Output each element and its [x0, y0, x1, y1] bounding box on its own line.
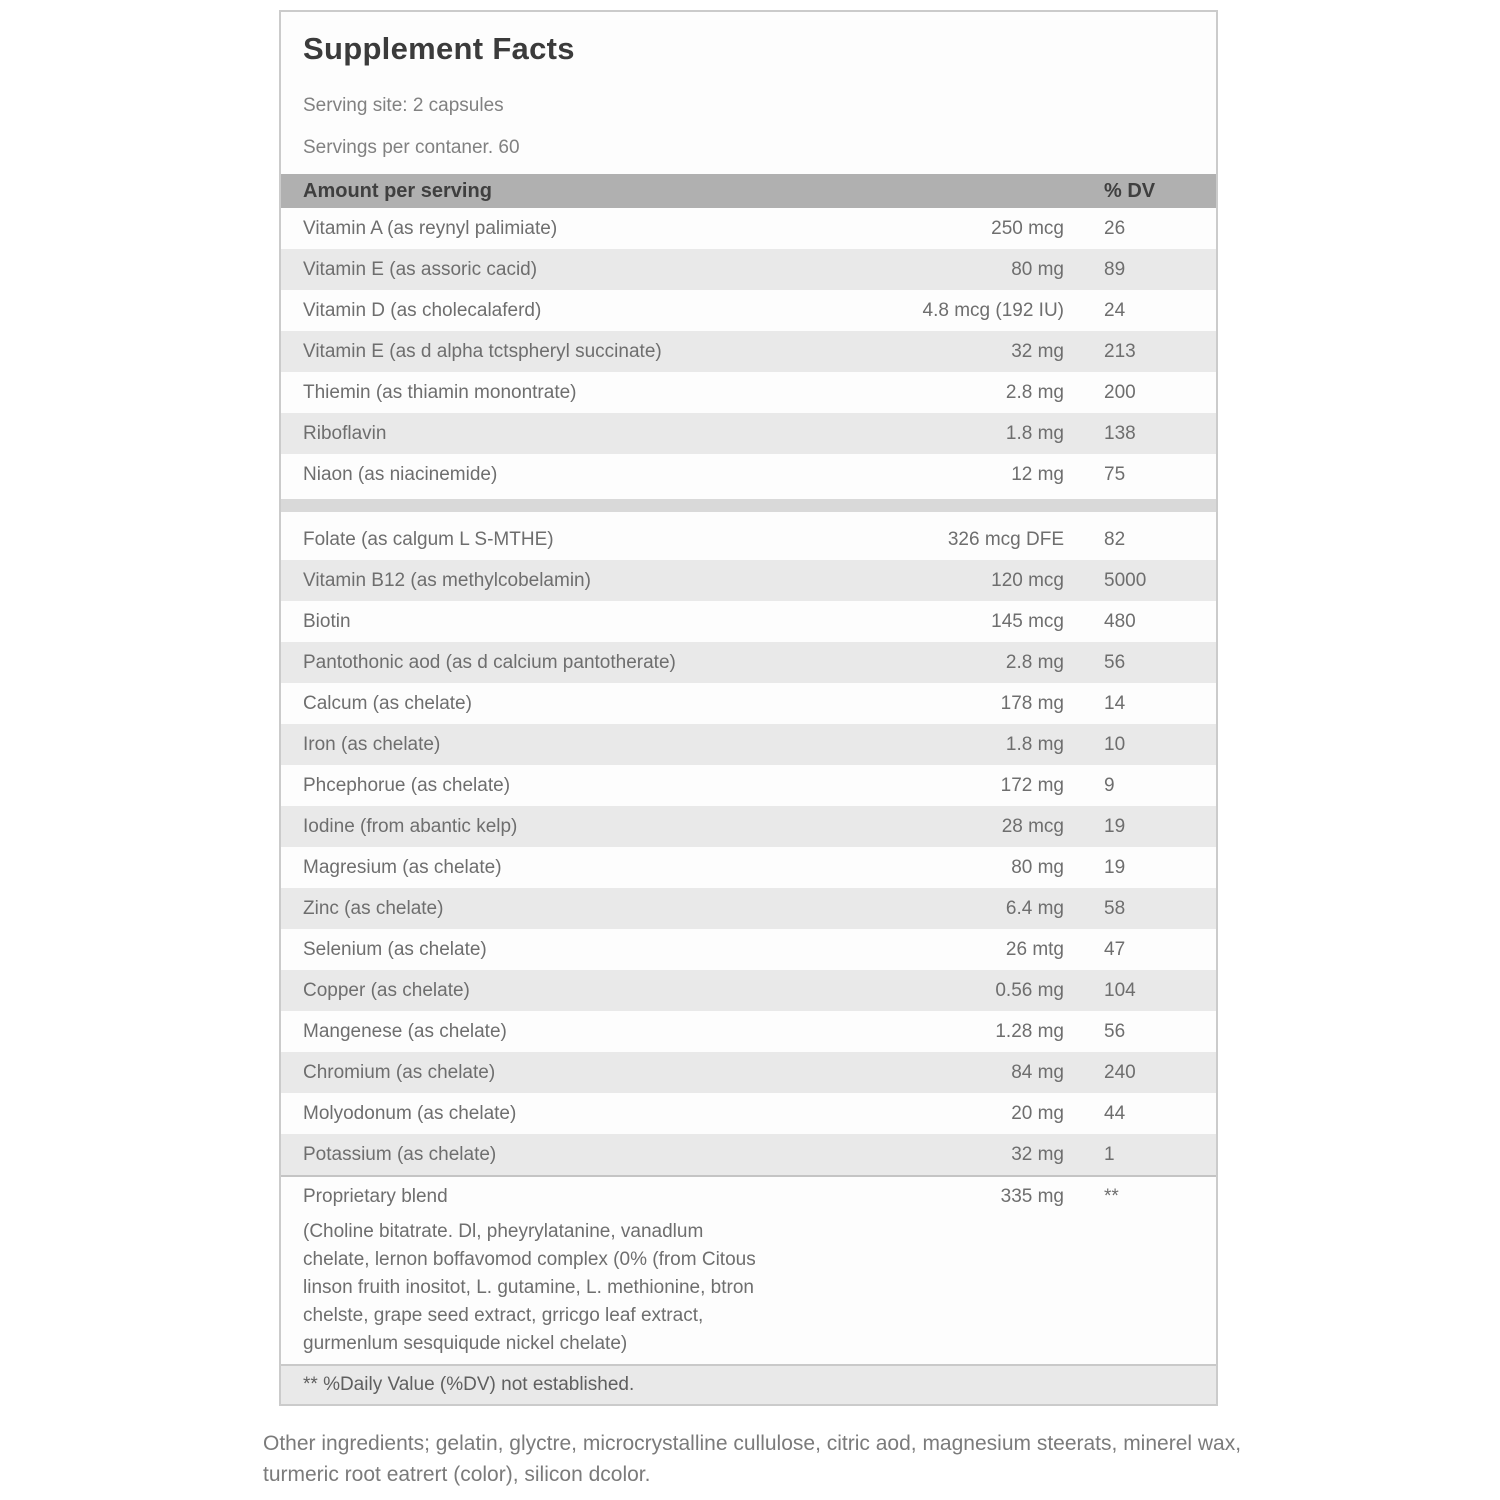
ingredient-name: Calcum (as chelate): [303, 692, 472, 714]
ingredient-amount: 80 mg: [1011, 856, 1064, 878]
ingredient-amount: 32 mg: [1011, 340, 1064, 362]
supplement-row: [281, 806, 1216, 847]
ingredient-amount: 32 mg: [1011, 1143, 1064, 1165]
ingredient-dv: 19: [1104, 815, 1126, 837]
ingredient-name: Copper (as chelate): [303, 979, 470, 1001]
ingredient-name: Vitamin D (as cholecalaferd): [303, 299, 542, 321]
supplement-row: [281, 454, 1216, 495]
blend-description-line: chelste, grape seed extract, grricgo leaf extract,: [303, 1305, 704, 1326]
ingredient-name: Zinc (as chelate): [303, 897, 444, 919]
ingredient-amount: 178 mg: [1000, 692, 1064, 714]
ingredient-dv: 56: [1104, 651, 1126, 673]
ingredient-name: Iodine (from abantic kelp): [303, 815, 518, 837]
ingredient-amount: 6.4 mg: [1005, 897, 1064, 919]
supplement-row: [281, 765, 1216, 806]
supplement-row: [281, 249, 1216, 290]
supplement-row: [281, 413, 1216, 454]
supplement-row: [281, 331, 1216, 372]
ingredient-dv: 82: [1104, 528, 1126, 550]
ingredient-dv: 240: [1104, 1061, 1136, 1083]
supplement-row: [281, 1134, 1216, 1175]
ingredient-amount: 0.56 mg: [995, 979, 1064, 1001]
ingredient-name: Vitamin E (as assoric cacid): [303, 258, 538, 280]
ingredient-name: Chromium (as chelate): [303, 1061, 496, 1083]
ingredient-name: Biotin: [303, 610, 351, 632]
ingredient-dv: 10: [1104, 733, 1126, 755]
ingredient-dv: 44: [1104, 1102, 1126, 1124]
ingredient-dv: 213: [1104, 340, 1136, 362]
supplement-facts-panel: [279, 10, 1218, 1406]
ingredient-name: Thiemin (as thiamin monontrate): [303, 381, 577, 403]
panel-title: Supplement Facts: [303, 31, 575, 66]
footnote-text: ** %Daily Value (%DV) not established.: [303, 1374, 635, 1395]
section-divider: [281, 499, 1216, 512]
ingredient-amount: 2.8 mg: [1005, 381, 1064, 403]
ingredient-dv: 56: [1104, 1020, 1126, 1042]
ingredient-amount: 4.8 mcg (192 IU): [922, 299, 1064, 321]
ingredient-name: Iron (as chelate): [303, 733, 441, 755]
proprietary-blend-row: [281, 1175, 1216, 1216]
ingredient-amount: 28 mcg: [1001, 815, 1064, 837]
ingredient-amount: 84 mg: [1011, 1061, 1064, 1083]
ingredient-dv: 480: [1104, 610, 1136, 632]
ingredient-dv: 200: [1104, 381, 1136, 403]
servings-per-container-text: Servings per contaner. 60: [303, 137, 520, 158]
ingredient-dv: 58: [1104, 897, 1126, 919]
footnote-band: [281, 1364, 1216, 1404]
ingredient-name: Vitamin E (as d alpha tctspheryl succinate): [303, 340, 662, 362]
ingredient-dv: 75: [1104, 463, 1126, 485]
supplement-row: [281, 601, 1216, 642]
supplement-row: [281, 683, 1216, 724]
ingredient-name: Niaon (as niacinemide): [303, 463, 498, 485]
other-ingredients-line: turmeric root eatrert (color), silicon dcolor.: [263, 1463, 651, 1486]
ingredient-dv: 104: [1104, 979, 1136, 1001]
ingredient-amount: 250 mcg: [991, 217, 1064, 239]
ingredient-amount: 145 mcg: [991, 610, 1064, 632]
supplement-row: [281, 847, 1216, 888]
blend-description-line: linson fruith inositot, L. gutamine, L. methionine, btron: [303, 1277, 754, 1298]
supplement-row: [281, 372, 1216, 413]
ingredient-name: Potassium (as chelate): [303, 1143, 497, 1165]
ingredient-amount: 20 mg: [1011, 1102, 1064, 1124]
supplement-row: [281, 208, 1216, 249]
ingredient-dv: 1: [1104, 1143, 1115, 1165]
supplement-row: [281, 519, 1216, 560]
supplement-row: [281, 1011, 1216, 1052]
supplement-row: [281, 642, 1216, 683]
ingredient-amount: 326 mcg DFE: [947, 528, 1064, 550]
ingredient-name: Phcephorue (as chelate): [303, 774, 511, 796]
serving-size-text: Serving site: 2 capsules: [303, 95, 504, 116]
ingredient-dv: 26: [1104, 217, 1126, 239]
ingredient-name: Molyodonum (as chelate): [303, 1102, 517, 1124]
ingredient-name: Pantothonic aod (as d calcium pantotherate): [303, 651, 676, 673]
amount-per-serving-header: Amount per serving: [303, 179, 492, 202]
ingredient-name: Folate (as calgum L S-MTHE): [303, 528, 554, 550]
ingredient-dv: **: [1104, 1185, 1119, 1207]
supplement-row: [281, 290, 1216, 331]
supplement-row: [281, 1093, 1216, 1134]
table-header-band: [281, 174, 1216, 208]
blend-description-line: gurmenlum sesquiqude nickel chelate): [303, 1333, 628, 1354]
ingredient-name: Vitamin B12 (as methylcobelamin): [303, 569, 591, 591]
ingredient-amount: 1.8 mg: [1005, 422, 1064, 444]
ingredient-name: Magresium (as chelate): [303, 856, 502, 878]
ingredient-amount: 120 mcg: [991, 569, 1064, 591]
proprietary-blend-description: [281, 1218, 1216, 1358]
blend-description-line: chelate, lernon boffavomod complex (0% (from Citous: [303, 1249, 756, 1270]
supplement-row: [281, 560, 1216, 601]
ingredient-name: Selenium (as chelate): [303, 938, 487, 960]
ingredient-name: Riboflavin: [303, 422, 387, 444]
ingredient-amount: 2.8 mg: [1005, 651, 1064, 673]
supplement-row: [281, 888, 1216, 929]
ingredient-amount: 1.28 mg: [995, 1020, 1064, 1042]
ingredient-amount: 12 mg: [1011, 463, 1064, 485]
supplement-row: [281, 724, 1216, 765]
blend-description-line: (Choline bitatrate. Dl, pheyrylatanine, vanadlum: [303, 1221, 704, 1242]
percent-dv-header: % DV: [1104, 179, 1156, 202]
supplement-row: [281, 1052, 1216, 1093]
ingredient-dv: 5000: [1104, 569, 1147, 591]
ingredient-amount: 80 mg: [1011, 258, 1064, 280]
supplement-row: [281, 970, 1216, 1011]
ingredient-amount: 1.8 mg: [1005, 733, 1064, 755]
ingredient-dv: 24: [1104, 299, 1126, 321]
other-ingredients-line: Other ingredients; gelatin, glyctre, microcrystalline cullulose, citric aod, magnesium steerats, minerel wax,: [263, 1432, 1242, 1455]
ingredient-dv: 47: [1104, 938, 1126, 960]
vitamin-rows-section: [281, 208, 1216, 495]
ingredient-name: Mangenese (as chelate): [303, 1020, 507, 1042]
other-ingredients-text: [263, 1428, 1500, 1490]
ingredient-name: Vitamin A (as reynyl palimiate): [303, 217, 558, 239]
supplement-row: [281, 929, 1216, 970]
ingredient-dv: 138: [1104, 422, 1136, 444]
ingredient-amount: 26 mtg: [1005, 938, 1064, 960]
ingredient-dv: 89: [1104, 258, 1126, 280]
ingredient-amount: 172 mg: [1000, 774, 1064, 796]
ingredient-dv: 14: [1104, 692, 1126, 714]
mineral-rows-section: [281, 519, 1216, 1175]
ingredient-dv: 19: [1104, 856, 1126, 878]
ingredient-name: Proprietary blend: [303, 1185, 448, 1207]
ingredient-dv: 9: [1104, 774, 1115, 796]
ingredient-amount: 335 mg: [1000, 1185, 1064, 1207]
